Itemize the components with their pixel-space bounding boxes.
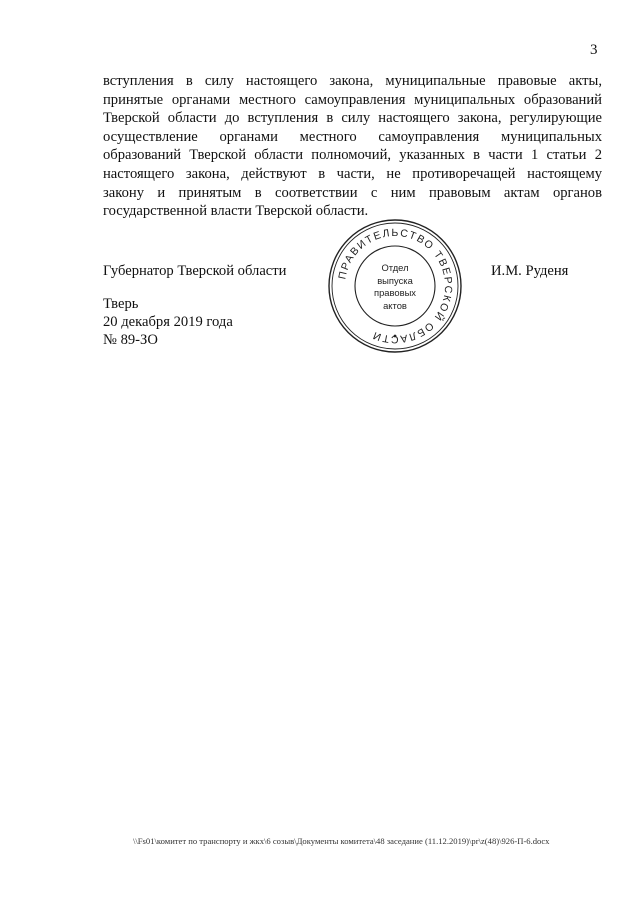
signatory-title: Губернатор Тверской области xyxy=(103,263,287,279)
law-paragraph xyxy=(103,72,602,221)
paragraph-line: образований Тверской области полномочий, указанных в части 1 статьи 2 xyxy=(103,147,602,164)
stamp-center-text xyxy=(365,262,425,312)
city: Тверь xyxy=(103,296,139,312)
footer-file-path: \\Fs01\комитет по транспорту и жкх\6 созыв\Документы комитета\48 заседание (11.12.2019)\pr\z(48)\926-П-6.docx xyxy=(133,836,550,846)
paragraph-line: настоящего закона, действуют в части, не противоречащей настоящему xyxy=(103,165,602,182)
paragraph-line: Тверской области до вступления в силу настоящего закона, регулирующие xyxy=(103,110,602,127)
signatory-name: И.М. Руденя xyxy=(491,263,569,279)
stamp-center-line: Отдел xyxy=(381,262,409,273)
official-stamp xyxy=(327,218,463,354)
stamp-center-line: выпуска xyxy=(377,274,413,286)
law-number: № 89-ЗО xyxy=(103,332,158,348)
stamp-center-line: актов xyxy=(383,299,407,311)
paragraph-line: вступления в силу настоящего закона, муниципальные правовые акты, xyxy=(103,73,602,89)
place-date-block xyxy=(103,295,233,349)
page-number: 3 xyxy=(590,42,598,58)
paragraph-line: осуществление органами местного самоуправления муниципальных xyxy=(103,128,602,145)
paragraph-line: государственной власти Тверской области. xyxy=(103,203,369,220)
paragraph-line: принятые органами местного самоуправления муниципальных образований xyxy=(103,91,602,108)
paragraph-line: закону и принятым в соответствии с ним правовым актам органов xyxy=(103,184,602,201)
stamp-center-line: правовых xyxy=(374,287,416,298)
law-date: 20 декабря 2019 года xyxy=(103,314,233,330)
stamp-ring-text: ПРАВИТЕЛЬСТВО ТВЕРСКОЙ ОБЛАСТИ xyxy=(336,226,455,346)
